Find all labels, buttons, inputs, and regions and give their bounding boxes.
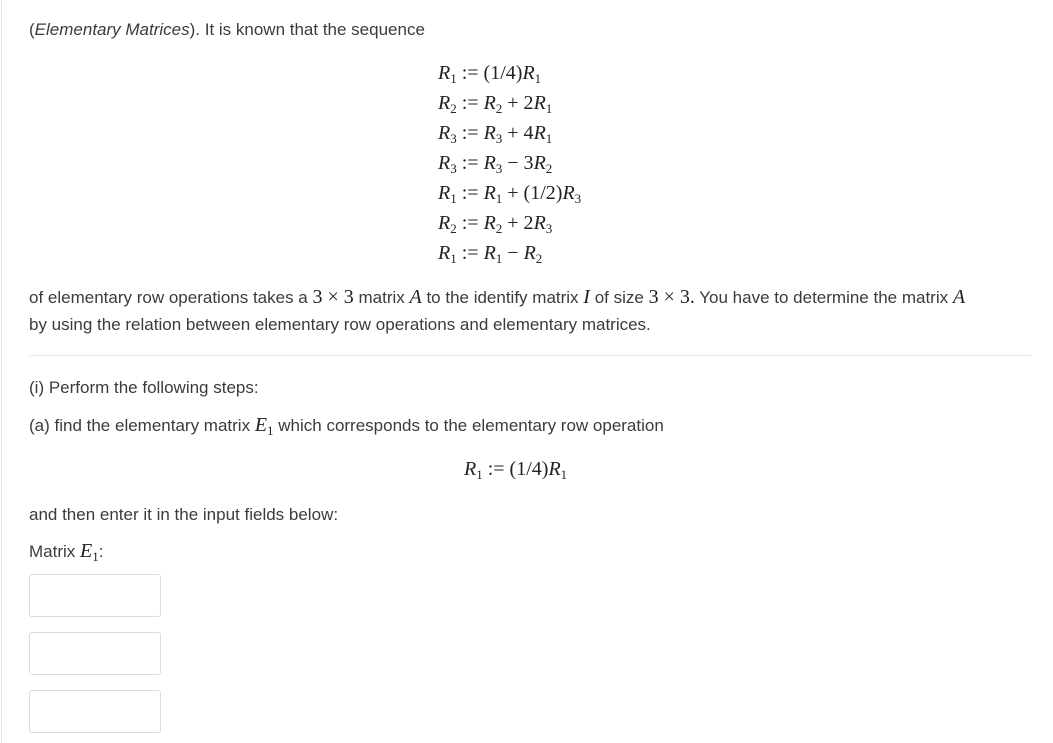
enter-instruction: and then enter it in the input fields below: — [29, 505, 339, 524]
step-a-text: (a) find the elementary matrix $E_1$ which corresponds to the elementary row operation — [29, 414, 664, 438]
row-operation: $R_1$ := $R_1 + (1/2)R_3$ — [438, 182, 582, 206]
row-operation: $R_3$ := $R_3 - 3R_2$ — [438, 152, 553, 176]
matrix-row-2-input[interactable] — [29, 632, 161, 675]
intro-label: Elementary Matrices — [34, 20, 190, 39]
row-operation: $R_1$ := $R_1 - R_2$ — [438, 242, 543, 266]
left-border — [1, 0, 2, 743]
matrix-row-1-input[interactable] — [29, 574, 161, 617]
intro-text: (Elementary Matrices). It is known that the sequence — [29, 20, 425, 39]
row-operation: $R_1$ := $(1/4)R_1$ — [438, 62, 542, 86]
matrix-row-3-input[interactable] — [29, 690, 161, 733]
row-operations-sequence — [438, 58, 581, 268]
section-divider — [29, 355, 1031, 356]
row-operation: $R_3$ := $R_3 + 4R_1$ — [438, 122, 553, 146]
row-operation: $R_2$ := $R_2 + 2R_1$ — [438, 92, 553, 116]
part-i-heading: (i) Perform the following steps: — [29, 378, 259, 397]
row-operation: $R_2$ := $R_2 + 2R_3$ — [438, 212, 553, 236]
display-equation: $R_1$ := $(1/4)R_1$ — [464, 458, 568, 482]
description-line-1: of elementary row operations takes a 3 × 3 matrix A to the identify matrix I of size 3 × 3. You have to determine the matrix A — [29, 286, 966, 308]
matrix-label: Matrix $E_1$: — [29, 540, 104, 564]
description-line-2: by using the relation between elementary row operations and elementary matrices. — [29, 315, 651, 334]
intro-rest: ). It is known that the sequence — [189, 20, 425, 39]
